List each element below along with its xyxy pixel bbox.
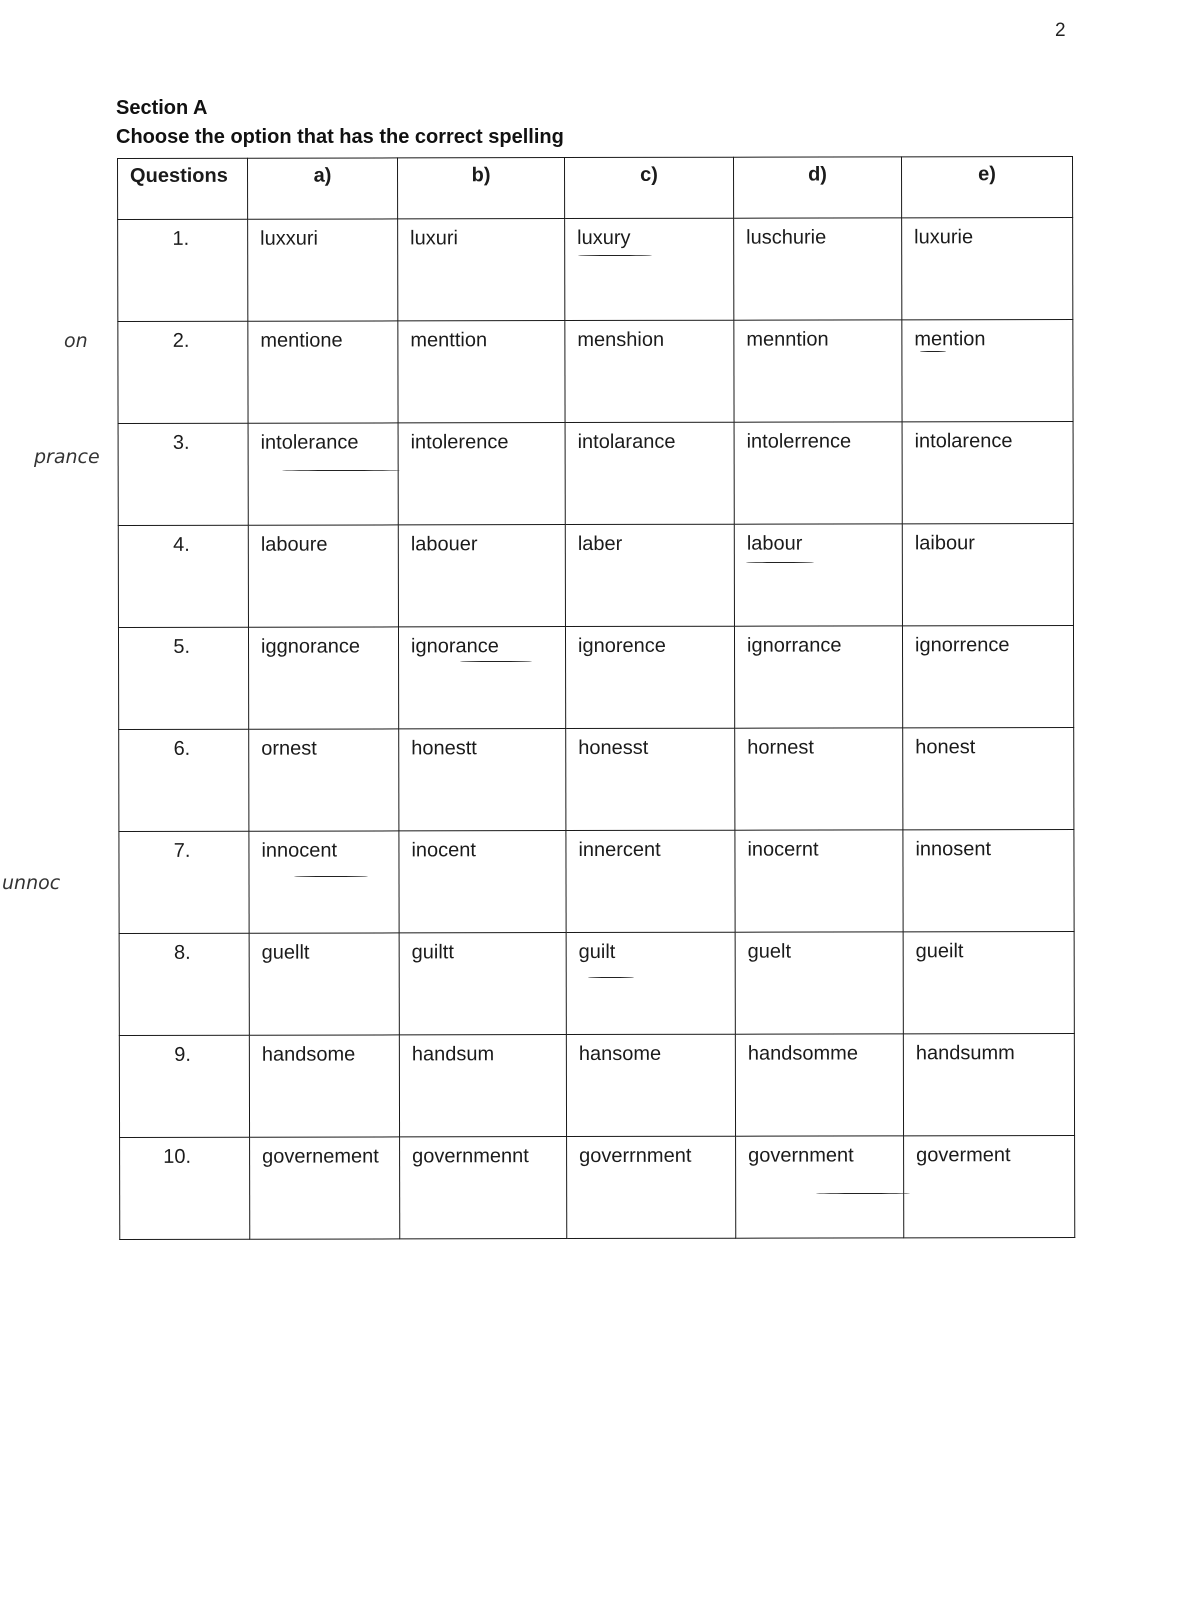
question-number: 2.: [118, 321, 248, 423]
option-cell: handsum: [399, 1035, 566, 1137]
option-cell: guiltt: [399, 933, 566, 1035]
margin-note-row-7: unnoc: [2, 872, 61, 894]
option-cell: gueilt: [903, 931, 1074, 1033]
answer-underline-mark: [920, 351, 946, 352]
option-cell: laibour: [902, 523, 1073, 625]
option-cell: governmennt: [400, 1137, 567, 1239]
answer-underline-mark: [294, 876, 368, 877]
option-cell: intolerence: [398, 423, 565, 525]
option-cell: innercent: [566, 830, 735, 932]
answer-underline-mark: [578, 255, 652, 256]
option-cell: labouer: [398, 525, 565, 627]
question-number: 7.: [119, 831, 249, 933]
option-cell: ignorrence: [902, 625, 1073, 727]
option-cell: innocent: [249, 831, 399, 933]
question-number: 10.: [120, 1137, 250, 1239]
question-number: 1.: [118, 219, 248, 321]
option-cell: guilt: [566, 932, 735, 1034]
table-row: [119, 1033, 1074, 1137]
question-number: 8.: [119, 933, 249, 1035]
answer-underline-mark: [282, 470, 400, 471]
option-cell: governement: [250, 1137, 400, 1239]
option-cell: ignorrance: [734, 626, 902, 728]
answer-underline-mark: [588, 977, 634, 978]
table-header-row: [118, 156, 1073, 219]
option-cell: handsome: [249, 1035, 399, 1137]
option-cell: laber: [565, 524, 734, 626]
table-row: [118, 319, 1073, 423]
table-row: [118, 421, 1073, 525]
option-cell: honesst: [566, 728, 735, 830]
table-row: [119, 727, 1074, 831]
option-cell: intolerrence: [734, 422, 902, 524]
option-cell: luxurie: [902, 217, 1073, 319]
option-cell: honest: [903, 727, 1074, 829]
question-number: 4.: [118, 525, 248, 627]
question-number: 6.: [119, 729, 249, 831]
option-cell: menshion: [565, 320, 734, 422]
option-cell: goverment: [904, 1135, 1075, 1237]
option-cell: honestt: [399, 729, 566, 831]
header-option-c: c): [565, 157, 734, 218]
instruction-text: Choose the option that has the correct spelling: [116, 126, 564, 148]
option-cell: handsumm: [903, 1033, 1074, 1135]
option-cell: intolerance: [248, 423, 398, 525]
option-cell: iggnorance: [248, 627, 398, 729]
table-row: [119, 829, 1074, 933]
question-number: 9.: [119, 1035, 249, 1137]
header-option-d: d): [733, 157, 901, 218]
option-cell: government: [736, 1136, 904, 1238]
option-cell: ignorance: [398, 627, 565, 729]
header-option-e: e): [901, 156, 1072, 217]
option-cell: intolarence: [902, 421, 1073, 523]
option-cell: luxuri: [398, 219, 565, 321]
header-questions: Questions: [118, 158, 248, 219]
table-row: [119, 931, 1074, 1035]
table-row: [118, 523, 1073, 627]
answer-underline-mark: [816, 1193, 910, 1194]
option-cell: luschurie: [734, 218, 902, 320]
option-cell: mention: [902, 319, 1073, 421]
option-cell: intolarance: [565, 422, 734, 524]
page-number: 2: [1055, 20, 1066, 41]
header-option-a: a): [248, 158, 398, 219]
option-cell: innosent: [903, 829, 1074, 931]
option-cell: labour: [734, 524, 902, 626]
question-number: 3.: [118, 423, 248, 525]
option-cell: guellt: [249, 933, 399, 1035]
header-option-b: b): [398, 158, 565, 219]
option-cell: inocent: [399, 831, 566, 933]
margin-note-row-2: on: [64, 330, 88, 352]
answer-underline-mark: [460, 661, 532, 662]
margin-note-row-3: prance: [34, 446, 100, 468]
option-cell: goverrnment: [567, 1136, 736, 1238]
option-cell: luxxuri: [248, 219, 398, 321]
option-cell: mentione: [248, 321, 398, 423]
question-number: 5.: [118, 627, 248, 729]
table-row: [118, 217, 1073, 321]
option-cell: hansome: [566, 1034, 735, 1136]
option-cell: ignorence: [565, 626, 734, 728]
option-cell: handsomme: [735, 1034, 903, 1136]
option-cell: laboure: [248, 525, 398, 627]
option-cell: hornest: [735, 728, 903, 830]
answer-underline-mark: [746, 562, 814, 563]
option-cell: inocernt: [735, 830, 903, 932]
option-cell: menntion: [734, 320, 902, 422]
option-cell: luxury: [565, 218, 734, 320]
spelling-quiz-table: [117, 156, 1075, 1240]
option-cell: guelt: [735, 932, 903, 1034]
option-cell: menttion: [398, 321, 565, 423]
section-title: Section A: [116, 97, 208, 119]
table-row: [118, 625, 1073, 729]
table-row: [120, 1135, 1075, 1239]
option-cell: ornest: [249, 729, 399, 831]
